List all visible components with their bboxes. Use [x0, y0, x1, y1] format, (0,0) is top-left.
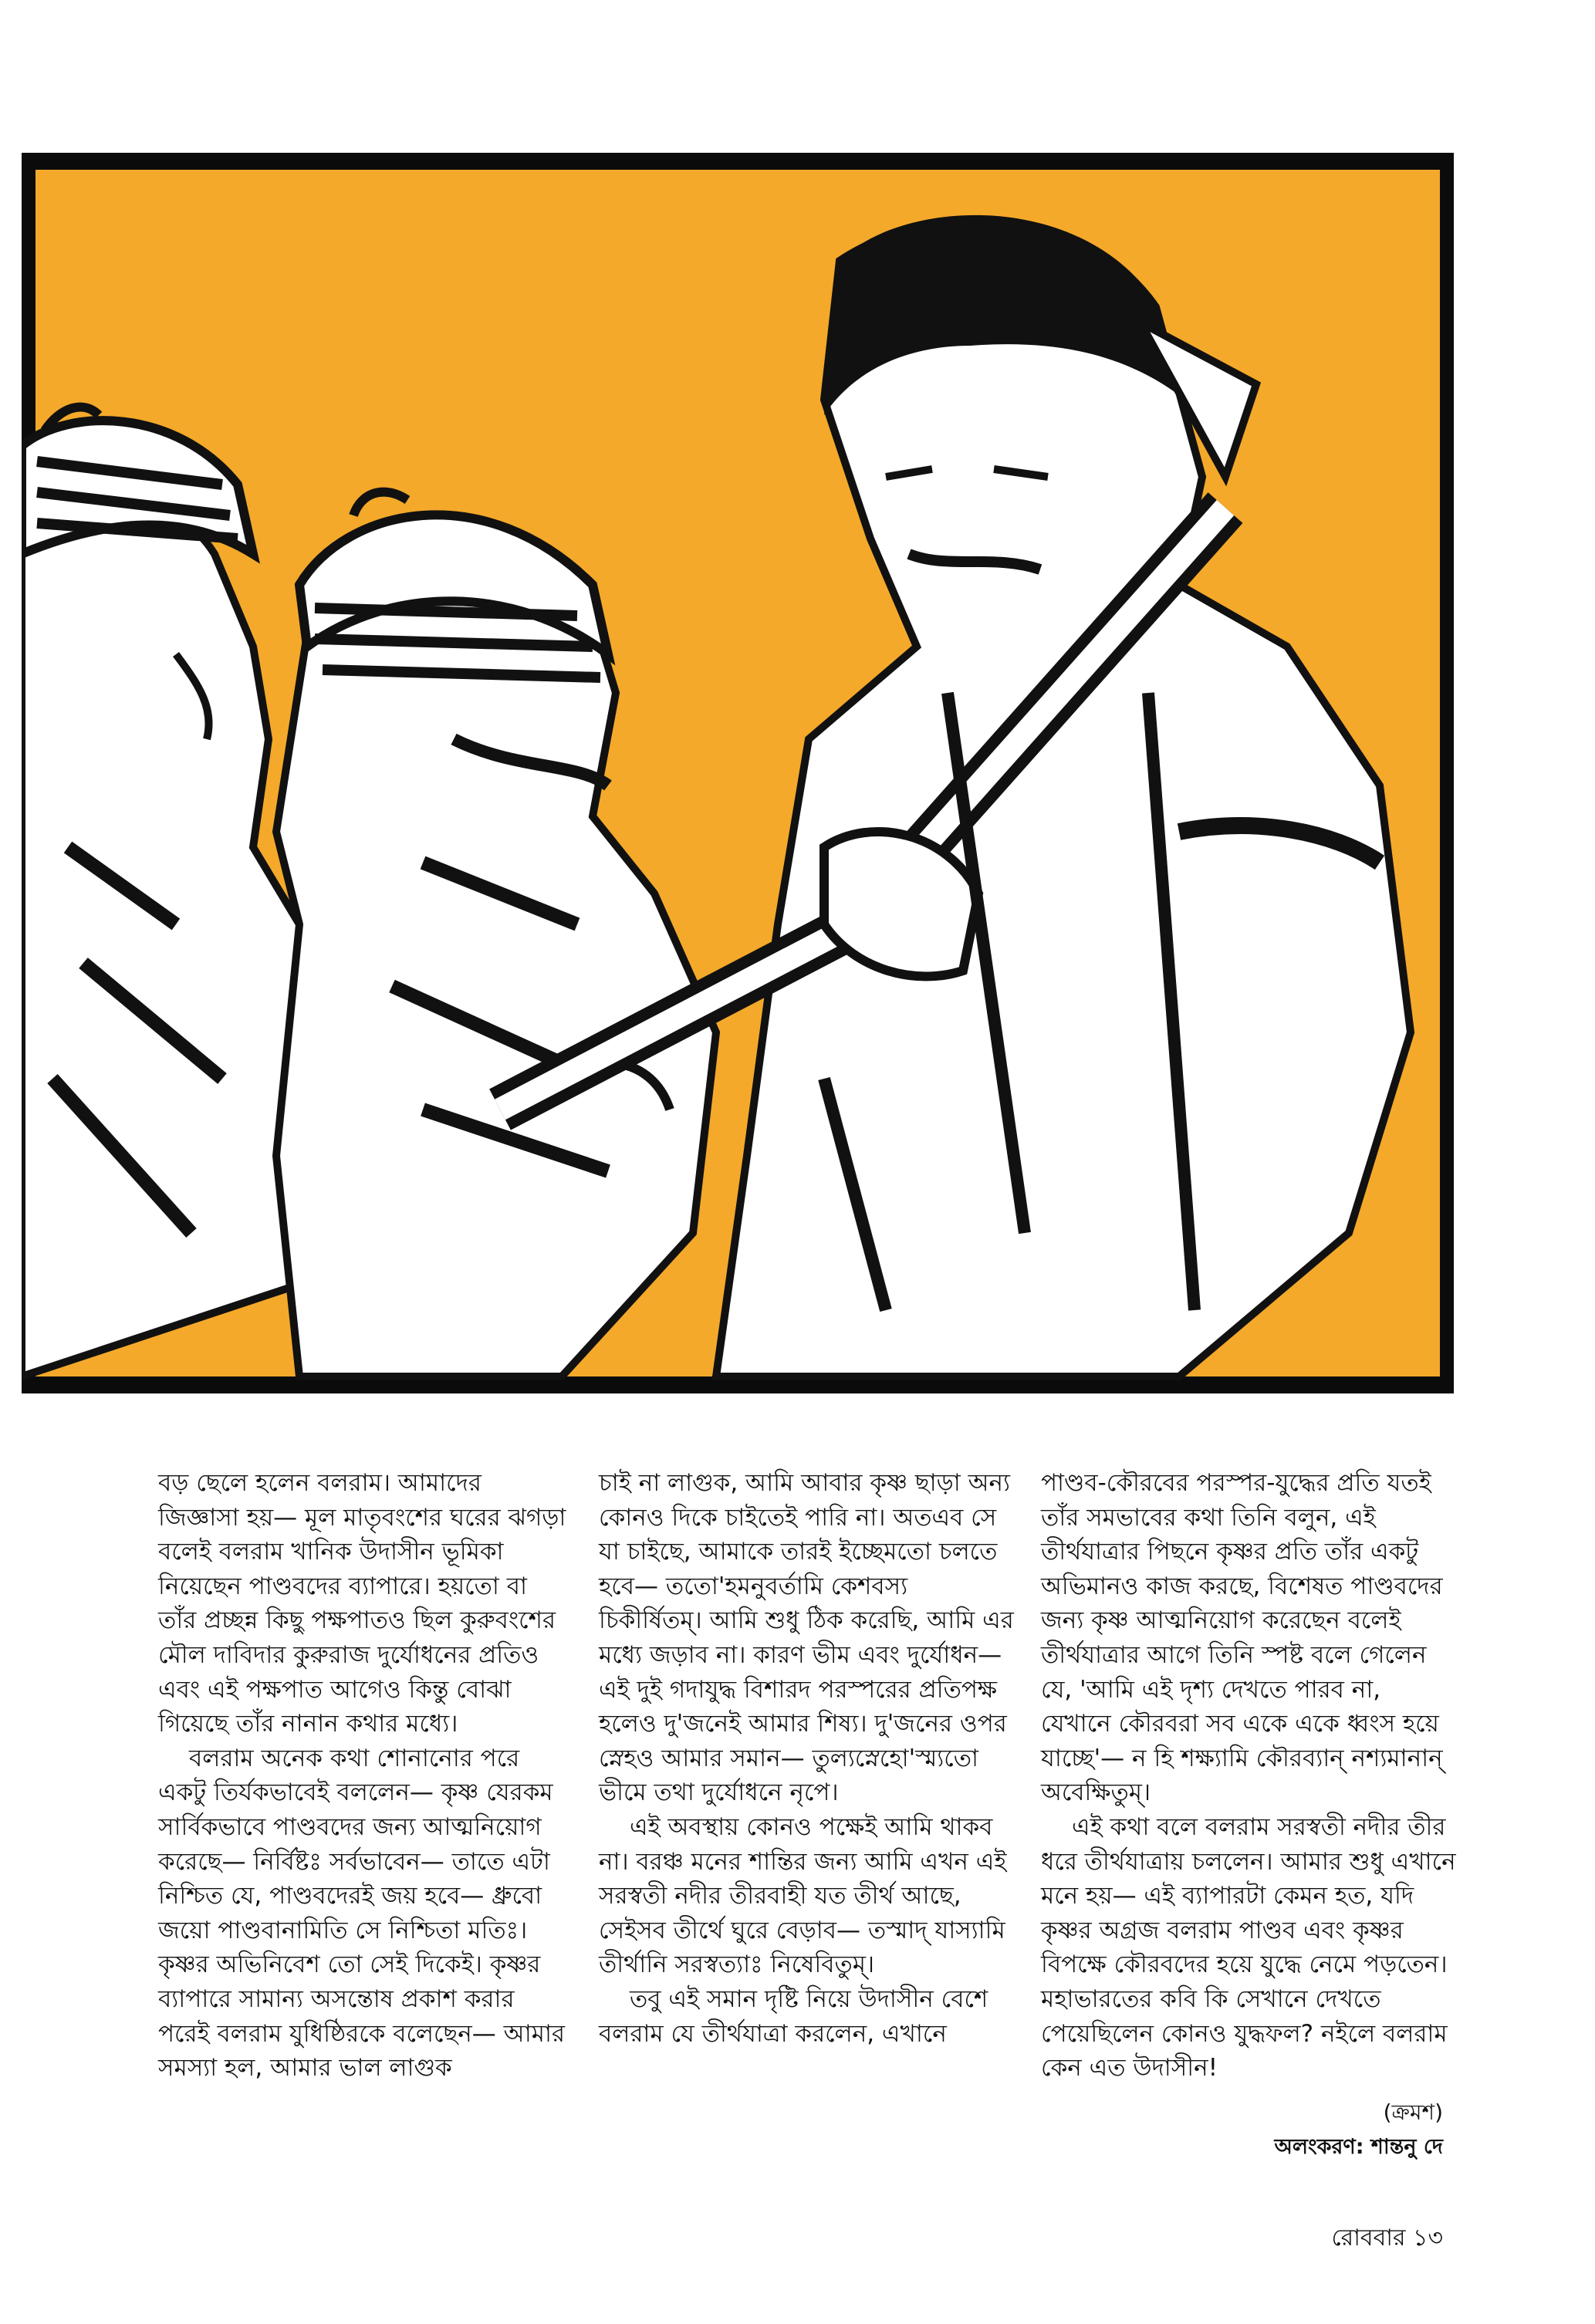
- article-column-2: [599, 1466, 1015, 2051]
- paragraph: এই অবস্থায় কোনও পক্ষেই আমি থাকব না। বরঞ্চ মনের শান্তির জন্য আমি এখন এই সরস্বতী নদীর তীরবাহী যত তীর্থ আছে, সেইসব তীর্থে ঘুরে বেড়াব— তস্মাদ্ যাস্যামি তীর্থানি সরস্বত্যাঃ নিষেবিতুম্।: [599, 1812, 1007, 1979]
- continued-label: (ক্রমশ): [1383, 2099, 1443, 2125]
- illustration-credit: অলংকরণ: শান্তনু দে: [1274, 2135, 1443, 2159]
- article-column-1: [158, 1466, 567, 2086]
- illustration: [22, 153, 1454, 1393]
- article-column-3: [1041, 1466, 1458, 2086]
- page-footer: রোববার ১৩: [1331, 2224, 1443, 2251]
- paragraph: তবু এই সমান দৃষ্টি নিয়ে উদাসীন বেশে বলরাম যে তীর্থযাত্রা করলেন, এখানে: [599, 1985, 988, 2048]
- paragraph: পাণ্ডব-কৌরবের পরস্পর-যুদ্ধের প্রতি যতই তাঁর সমভাবের কথা তিনি বলুন, এই তীর্থযাত্রার পিছনে কৃষ্ণর প্রতি তাঁর একটু অভিমানও কাজ করছে, বিশেষত পাণ্ডবদের জন্য কৃষ্ণ আত্মনিয়োগ করেছেন বলেই তীর্থযাত্রার আগে তিনি স্পষ্ট বলে গেলেন যে, 'আমি এই দৃশ্য দেখতে পারব না, যেখানে কৌরবরা সব একে একে ধ্বংস হয়ে যাচ্ছে'— ন হি শক্ষ্যামি কৌরব্যান্ নশ্যমানান্ অবেক্ষিতুম্।: [1041, 1469, 1443, 1807]
- paragraph: এই কথা বলে বলরাম সরস্বতী নদীর তীর ধরে তীর্থযাত্রায় চললেন। আমার শুধু এখানে মনে হয়— এই ব্যাপারটা কেমন হত, যদি কৃষ্ণর অগ্রজ বলরাম পাণ্ডব এবং কৃষ্ণর বিপক্ষে কৌরবদের হয়ে যুদ্ধে নেমে পড়তেন। মহাভারতের কবি কি সেখানে দেখতে পেয়েছিলেন কোনও যুদ্ধফল? নইলে বলরাম কেন এত উদাসীন!: [1041, 1812, 1456, 2082]
- paragraph: বলরাম অনেক কথা শোনানোর পরে একটু তির্যকভাবেই বললেন— কৃষ্ণ যেরকম সার্বিকভাবে পাণ্ডবদের জন্য আত্মনিয়োগ করেছে— নির্বিষ্টঃ সর্বভাবেন— তাতে এটা নিশ্চিত যে, পাণ্ডবদেরই জয় হবে— ধ্রুবো জয়ো পাণ্ডবানামিতি সে নিশ্চিতা মতিঃ। কৃষ্ণর অভিনিবেশ তো সেই দিকেই। কৃষ্ণর ব্যাপারে সামান্য অসন্তোষ প্রকাশ করার পরেই বলরাম যুধিষ্ঠিরকে বলেছেন— আমার সমস্যা হল, আমার ভাল লাগুক: [158, 1744, 566, 2082]
- paragraph: বড় ছেলে হলেন বলরাম। আমাদের জিজ্ঞাসা হয়— মূল মাতৃবংশের ঘরের ঝগড়া বলেই বলরাম খানিক উদাসীন ভূমিকা নিয়েছেন পাণ্ডবদের ব্যাপারে। হয়তো বা তাঁর প্রচ্ছন্ন কিছু পক্ষপাতও ছিল কুরুবংশের মৌল দাবিদার কুরুরাজ দুর্যোধনের প্রতিও এবং এই পক্ষপাত আগেও কিন্তু বোঝা গিয়েছে তাঁর নানান কথার মধ্যে।: [158, 1469, 566, 1738]
- paragraph: চাই না লাগুক, আমি আবার কৃষ্ণ ছাড়া অন্য কোনও দিকে চাইতেই পারি না। অতএব সে যা চাইছে, আমাকে তারই ইচ্ছেমতো চলতে হবে— ততো'হমনুবর্তামি কেশবস্য চিকীর্ষিতম্। আমি শুধু ঠিক করেছি, আমি এর মধ্যে জড়াব না। কারণ ভীম এবং দুর্যোধন— এই দুই গদাযুদ্ধ বিশারদ পরস্পরের প্রতিপক্ষ হলেও দু'জনেই আমার শিষ্য। দু'জনের ওপর স্নেহও আমার সমান— তুল্যস্নেহো'স্ম্যতো ভীমে তথা দুর্যোধনে নৃপে।: [599, 1469, 1014, 1807]
